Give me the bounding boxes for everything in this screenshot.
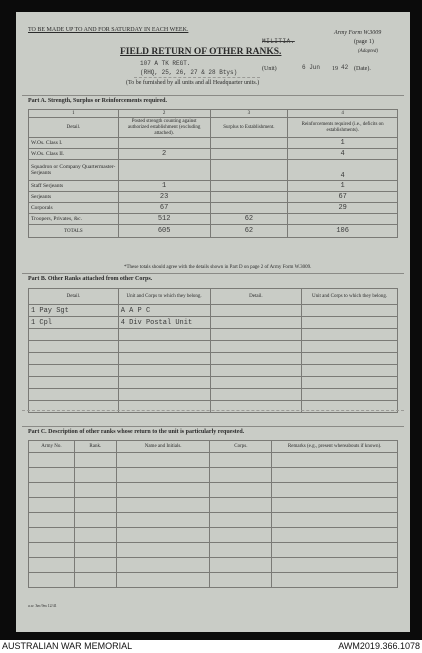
empty-cell (302, 305, 398, 317)
form-title: FIELD RETURN OF OTHER RANKS. (120, 47, 282, 57)
empty-cell (118, 329, 210, 341)
row-surplus (210, 203, 288, 214)
table-row (29, 317, 398, 329)
col-header-posted: Posted strength counting against authorized establishment (excluding attached). (118, 118, 210, 138)
attached-detail: 1 Pay Sgt (29, 305, 119, 317)
empty-cell (74, 468, 116, 483)
rule-part-b-top (22, 273, 404, 274)
empty-cell (116, 483, 210, 498)
row-detail: Troopers, Privates, &c. (29, 214, 119, 225)
empty-cell (29, 483, 75, 498)
row-reinforcements (288, 214, 398, 225)
row-reinforcements: 29 (288, 203, 398, 214)
table-row (29, 453, 398, 468)
col-header-rank: Rank. (74, 441, 116, 453)
col-header-detail-1: Detail. (29, 289, 119, 305)
empty-cell (302, 329, 398, 341)
table-row (29, 468, 398, 483)
empty-cell (74, 528, 116, 543)
table-row (29, 573, 398, 588)
empty-cell (116, 558, 210, 573)
form-number: Army Form W.3009 (334, 30, 382, 36)
empty-cell (29, 543, 75, 558)
empty-cell (116, 453, 210, 468)
table-row (29, 513, 398, 528)
row-detail: Serjeants (29, 192, 119, 203)
empty-cell (210, 543, 272, 558)
table-row (29, 192, 398, 203)
empty-cell (272, 483, 398, 498)
row-posted: 2 (118, 149, 210, 160)
col-number-3: 3 (210, 110, 288, 118)
archive-accession: AWM2019.366.1078 (338, 641, 420, 651)
archive-footer (0, 640, 422, 653)
row-reinforcements: 1 (288, 181, 398, 192)
attached-unit: A A P C (118, 305, 210, 317)
part-a-footnote: *These totals should agree with the details shown in Part D on page 2 of Army Form W.3009. (124, 265, 312, 270)
empty-cell (210, 468, 272, 483)
empty-cell (29, 558, 75, 573)
archive-source: AUSTRALIAN WAR MEMORIAL (2, 641, 133, 651)
row-surplus (210, 181, 288, 192)
col-header-surplus: Surplus to Establishment. (210, 118, 288, 138)
empty-cell (210, 573, 272, 588)
empty-cell (210, 329, 302, 341)
empty-cell (116, 498, 210, 513)
empty-cell (302, 365, 398, 377)
empty-cell (118, 365, 210, 377)
empty-cell (272, 543, 398, 558)
table-row (29, 353, 398, 365)
table-row (29, 498, 398, 513)
row-posted (118, 138, 210, 149)
empty-cell (29, 528, 75, 543)
unit-dotted-line (134, 77, 260, 78)
empty-cell (210, 377, 302, 389)
row-detail: Staff Serjeants (29, 181, 119, 192)
empty-cell (272, 498, 398, 513)
col-number-4: 4 (288, 110, 398, 118)
adapted-label: (Adapted) (358, 49, 378, 54)
table-row (29, 543, 398, 558)
date-value: 6 Jun (302, 64, 321, 71)
empty-cell (74, 513, 116, 528)
part-a-header-row (29, 118, 398, 138)
empty-cell (272, 453, 398, 468)
unit-line-1: 107 A TK REGT. (140, 60, 191, 67)
row-reinforcements: 4 (288, 149, 398, 160)
total-surplus: 62 (210, 225, 288, 238)
empty-cell (74, 453, 116, 468)
table-row (29, 203, 398, 214)
table-row (29, 389, 398, 401)
empty-cell (74, 558, 116, 573)
row-detail: W.Os. Class II. (29, 149, 119, 160)
empty-cell (74, 573, 116, 588)
part-c-heading: Part C. Description of other ranks whose return to the unit is particularly requested. (28, 429, 245, 435)
row-surplus (210, 192, 288, 203)
empty-cell (29, 377, 119, 389)
row-detail: W.Os. Class I. (29, 138, 119, 149)
attached-detail: 1 Cpl (29, 317, 119, 329)
empty-cell (272, 513, 398, 528)
table-row (29, 214, 398, 225)
empty-cell (116, 513, 210, 528)
totals-row (29, 225, 398, 238)
empty-cell (74, 498, 116, 513)
part-b-header-row (29, 289, 398, 305)
empty-cell (302, 377, 398, 389)
col-header-name: Name and Initials. (116, 441, 210, 453)
empty-cell (74, 483, 116, 498)
row-posted: 512 (118, 214, 210, 225)
totals-label: TOTALS (29, 225, 119, 238)
part-a-table (28, 109, 398, 238)
total-reinforcements: 106 (288, 225, 398, 238)
row-surplus: 62 (210, 214, 288, 225)
table-row (29, 483, 398, 498)
empty-cell (118, 377, 210, 389)
empty-cell (116, 543, 210, 558)
militia-stamp: MILITIA. (262, 38, 295, 45)
empty-cell (210, 498, 272, 513)
rule-part-c-top (22, 426, 404, 427)
printer-note: a.w. 3m 9m 12/41 (28, 603, 57, 608)
empty-cell (29, 453, 75, 468)
empty-cell (29, 573, 75, 588)
col-header-unit-2: Unit and Corps to which they belong. (302, 289, 398, 305)
empty-cell (210, 389, 302, 401)
part-b-table (28, 288, 398, 413)
rule-part-a-top (22, 95, 404, 96)
part-c-table (28, 440, 398, 588)
empty-cell (74, 543, 116, 558)
col-header-remarks: Remarks (e.g., present whereabouts if known). (272, 441, 398, 453)
empty-cell (116, 468, 210, 483)
empty-cell (210, 353, 302, 365)
table-row (29, 558, 398, 573)
table-row (29, 365, 398, 377)
empty-cell (210, 558, 272, 573)
empty-cell (210, 341, 302, 353)
empty-cell (302, 353, 398, 365)
col-header-reinforcements: Reinforcements required (i.e., deficits on establishments). (288, 118, 398, 138)
table-row (29, 377, 398, 389)
table-row (29, 149, 398, 160)
empty-cell (210, 483, 272, 498)
empty-cell (29, 389, 119, 401)
row-posted: 1 (118, 181, 210, 192)
empty-cell (272, 573, 398, 588)
empty-cell (210, 513, 272, 528)
empty-cell (210, 317, 302, 329)
part-a-number-row (29, 110, 398, 118)
row-reinforcements: 4 (288, 160, 398, 181)
table-row (29, 138, 398, 149)
fold-line (22, 410, 404, 411)
empty-cell (29, 341, 119, 353)
empty-cell (116, 573, 210, 588)
attached-unit: 4 Div Postal Unit (118, 317, 210, 329)
unit-line-2: (RHQ, 25, 26, 27 & 28 Btys) (140, 69, 238, 76)
table-row (29, 528, 398, 543)
weekly-note: TO BE MADE UP TO AND FOR SATURDAY IN EACH WEEK. (28, 27, 189, 33)
empty-cell (302, 317, 398, 329)
table-row (29, 329, 398, 341)
date-label: (Date). (354, 66, 371, 72)
row-posted (118, 160, 210, 181)
col-header-unit-1: Unit and Corps to which they belong. (118, 289, 210, 305)
furnish-note: (To be furnished by all units and all Headquarter units.) (126, 80, 260, 86)
part-a-heading: Part A. Strength, Surplus or Reinforcements required. (28, 98, 167, 104)
part-b-heading: Part B. Other Ranks attached from other Corps. (28, 276, 153, 282)
row-detail: Corporals (29, 203, 119, 214)
empty-cell (29, 468, 75, 483)
table-row (29, 341, 398, 353)
row-posted: 67 (118, 203, 210, 214)
row-surplus (210, 149, 288, 160)
row-surplus (210, 138, 288, 149)
empty-cell (116, 528, 210, 543)
empty-cell (210, 528, 272, 543)
row-surplus (210, 160, 288, 181)
page-label: (page 1) (354, 39, 374, 45)
row-detail: Squadron or Company Quartermaster-Serjeants (29, 160, 119, 181)
table-row (29, 160, 398, 181)
empty-cell (272, 468, 398, 483)
year-prefix: 19 (332, 66, 338, 72)
table-row (29, 305, 398, 317)
part-c-header-row (29, 441, 398, 453)
empty-cell (29, 513, 75, 528)
col-number-2: 2 (118, 110, 210, 118)
unit-label: (Unit) (262, 66, 277, 72)
empty-cell (302, 389, 398, 401)
col-header-detail: Detail. (29, 118, 119, 138)
empty-cell (118, 341, 210, 353)
row-reinforcements: 1 (288, 138, 398, 149)
row-posted: 23 (118, 192, 210, 203)
col-header-detail-2: Detail. (210, 289, 302, 305)
year-value: 42 (341, 64, 349, 71)
empty-cell (210, 453, 272, 468)
empty-cell (29, 498, 75, 513)
col-number-1: 1 (29, 110, 119, 118)
total-posted: 605 (118, 225, 210, 238)
empty-cell (29, 353, 119, 365)
empty-cell (118, 353, 210, 365)
col-header-army-no: Army No. (29, 441, 75, 453)
empty-cell (29, 365, 119, 377)
empty-cell (272, 558, 398, 573)
table-row (29, 181, 398, 192)
empty-cell (29, 329, 119, 341)
form-sheet (16, 12, 410, 632)
empty-cell (210, 365, 302, 377)
col-header-corps: Corps. (210, 441, 272, 453)
empty-cell (118, 389, 210, 401)
row-reinforcements: 67 (288, 192, 398, 203)
empty-cell (272, 528, 398, 543)
empty-cell (210, 305, 302, 317)
empty-cell (302, 341, 398, 353)
